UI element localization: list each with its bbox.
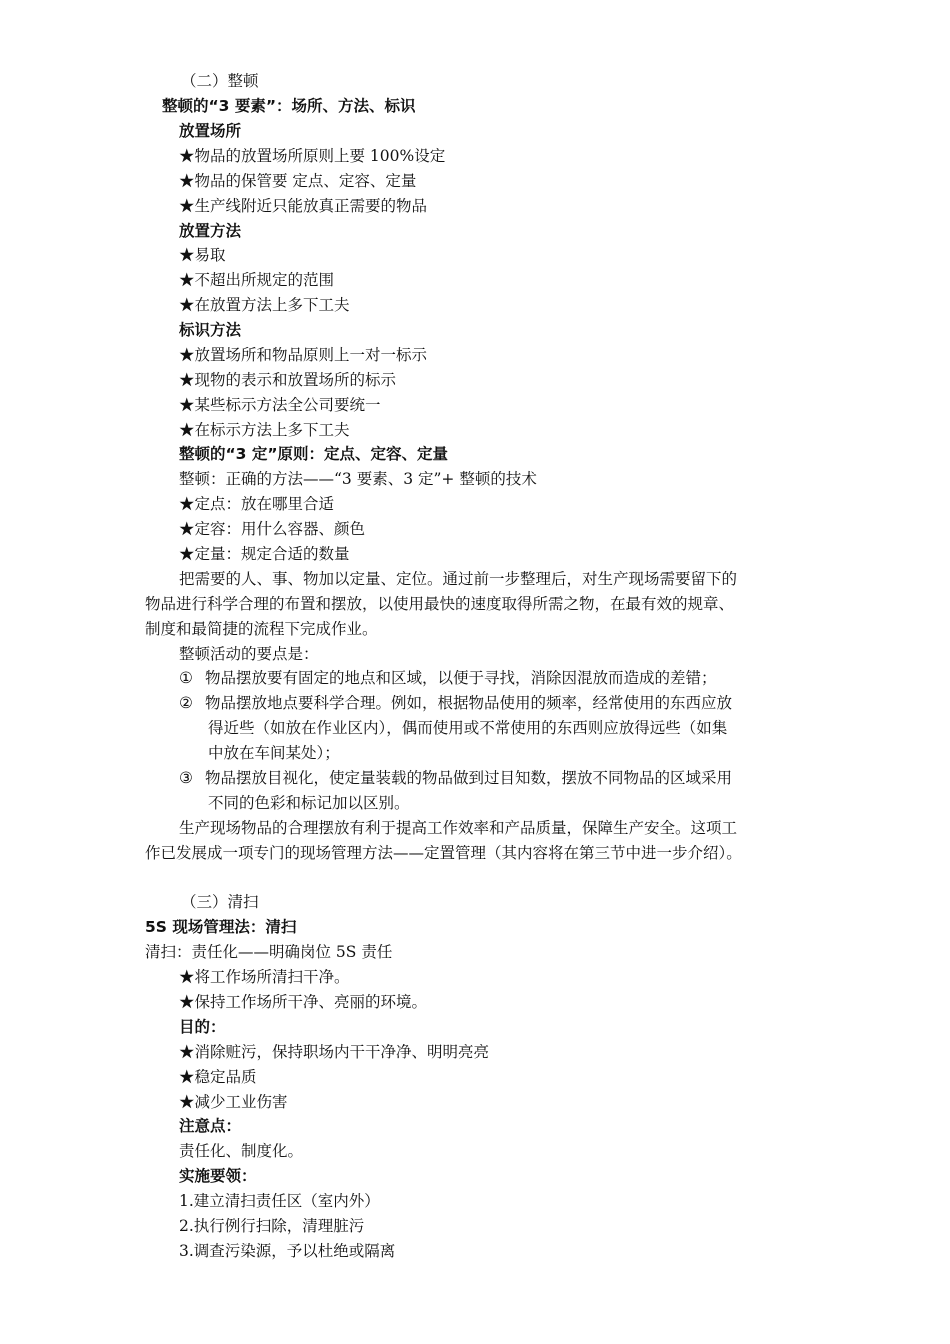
list-item: ★物品的保管要 定点、定容、定量: [179, 172, 417, 190]
list-item: ★定容：用什么容器、颜色: [179, 520, 366, 538]
implementation-heading: 实施要领：: [179, 1167, 257, 1185]
paragraph-line: 作已发展成一项专门的现场管理方法——定置管理（其内容将在第三节中进一步介绍）。: [145, 844, 742, 862]
placement-method-heading: 放置方法: [179, 222, 242, 240]
point-number: ③: [179, 769, 193, 787]
list-item: ★在放置方法上多下工夫: [179, 296, 350, 314]
paragraph-line: 生产现场物品的合理摆放有利于提高工作效率和产品质量，保障生产安全。这项工: [179, 819, 738, 837]
list-item: ★易取: [179, 246, 226, 264]
list-item: 2.执行例行扫除，清理脏污: [179, 1217, 365, 1235]
numbered-point: ③ 物品摆放目视化，使定量装载的物品做到过目知数，摆放不同物品的区域采用: [179, 769, 733, 787]
section-3-title: （三）清扫: [181, 893, 259, 911]
list-item: ★减少工业伤害: [179, 1093, 288, 1111]
list-item: ★消除赃污，保持职场内干干净净、明明亮亮: [179, 1043, 490, 1061]
notes-heading: 注意点：: [179, 1117, 242, 1135]
list-item: ★现物的表示和放置场所的标示: [179, 371, 397, 389]
point-continuation: 得近些（如放在作业区内），偶而使用或不常使用的东西则应放得远些（如集: [208, 719, 728, 737]
list-item: ★生产线附近只能放真正需要的物品: [179, 197, 428, 215]
paragraph-line: 把需要的人、事、物加以定量、定位。通过前一步整理后，对生产现场需要留下的: [179, 570, 738, 588]
point-continuation: 不同的色彩和标记加以区别。: [208, 794, 410, 812]
purpose-heading: 目的：: [179, 1018, 226, 1036]
labeling-method-heading: 标识方法: [179, 321, 242, 339]
placement-location-heading: 放置场所: [179, 122, 242, 140]
numbered-point: ② 物品摆放地点要科学合理。例如，根据物品使用的频率，经常使用的东西应放: [179, 694, 733, 712]
list-item: ★将工作场所清扫干净。: [179, 968, 350, 986]
list-item: ★物品的放置场所原则上要 100%设定: [179, 147, 446, 165]
list-item: ★某些标示方法全公司要统一: [179, 396, 381, 414]
three-fixed-principle-heading: 整顿的“3 定”原则：定点、定容、定量: [179, 445, 449, 463]
principle-definition: 整顿：正确的方法——“3 要素、3 定”+ 整顿的技术: [179, 470, 537, 488]
section-3-definition: 清扫：责任化——明确岗位 5S 责任: [145, 943, 393, 961]
list-item: ★保持工作场所干净、亮丽的环境。: [179, 993, 428, 1011]
points-heading: 整顿活动的要点是：: [179, 645, 319, 663]
point-number: ①: [179, 669, 193, 687]
paragraph-line: 制度和最简捷的流程下完成作业。: [145, 620, 378, 638]
section-3-heading: 5S 现场管理法：清扫: [145, 918, 297, 936]
list-item: ★在标示方法上多下工夫: [179, 421, 350, 439]
list-item: ★放置场所和物品原则上一对一标示: [179, 346, 428, 364]
list-item: 1.建立清扫责任区（室内外）: [179, 1192, 380, 1210]
list-item: ★稳定品质: [179, 1068, 257, 1086]
list-item: ★定点：放在哪里合适: [179, 495, 335, 513]
list-item: ★不超出所规定的范围: [179, 271, 335, 289]
list-item: 3.调查污染源，予以杜绝或隔离: [179, 1242, 396, 1260]
list-item: ★定量：规定合适的数量: [179, 545, 350, 563]
section-2-title: （二）整顿: [181, 72, 259, 90]
point-continuation: 中放在车间某处）；: [208, 744, 340, 762]
point-number: ②: [179, 694, 193, 712]
section-2-heading: 整顿的“3 要素”：场所、方法、标识: [162, 97, 416, 115]
numbered-point: ① 物品摆放要有固定的地点和区域，以便于寻找，消除因混放而造成的差错；: [179, 669, 717, 687]
paragraph-line: 物品进行科学合理的布置和摆放，以使用最快的速度取得所需之物，在最有效的规章、: [145, 595, 735, 613]
notes-text: 责任化、制度化。: [179, 1142, 304, 1160]
